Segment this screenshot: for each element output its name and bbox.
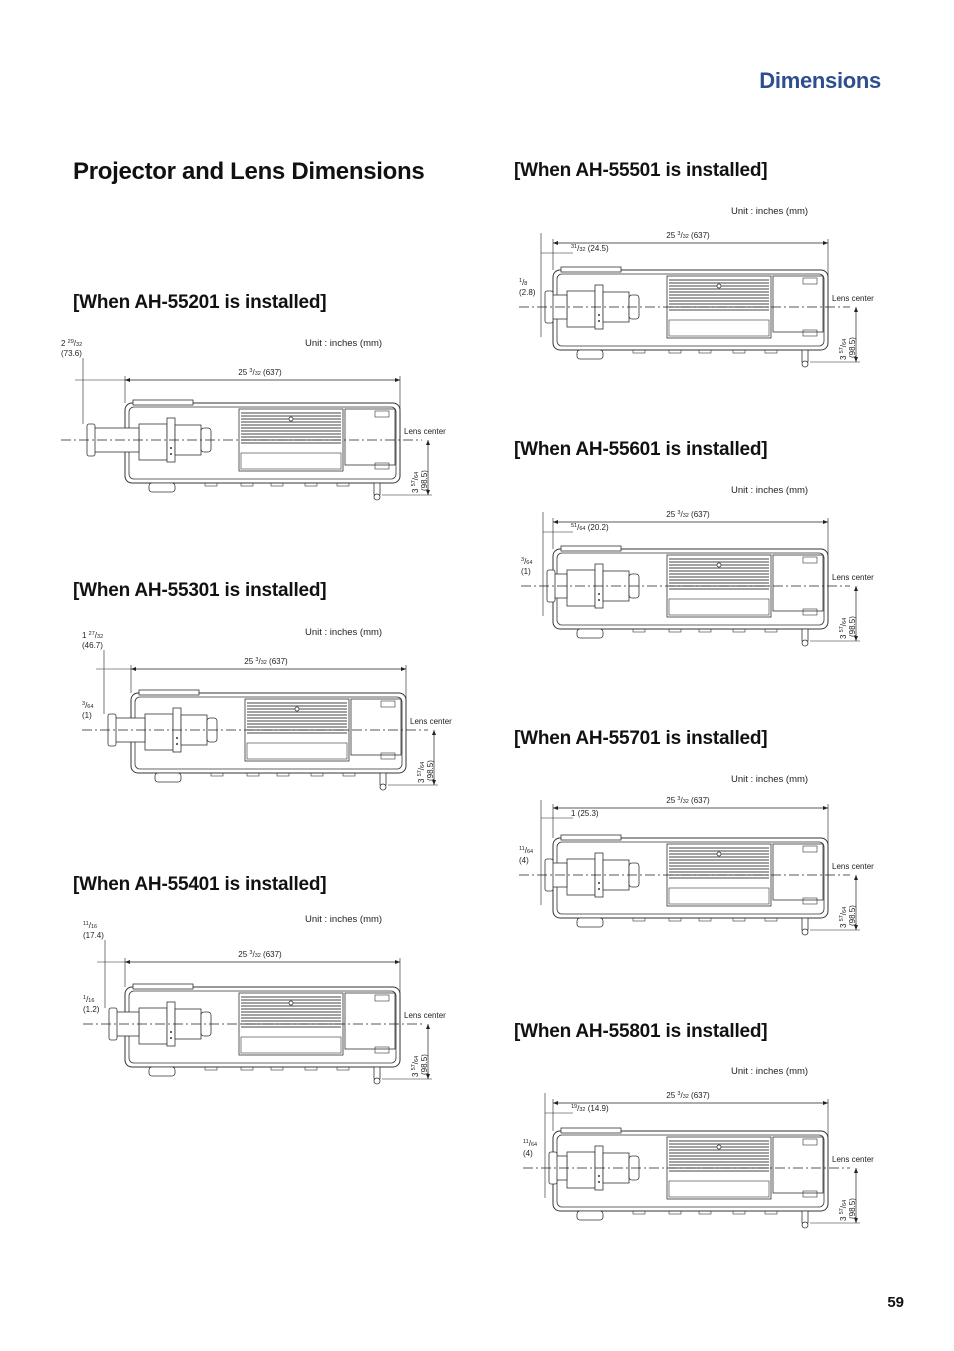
lens-protrusion-mm: (73.6) [61, 349, 82, 358]
lens-center-height-mm: (98.5) [848, 905, 857, 926]
body-length-fraction: 25 $^3$/32 (637) [666, 796, 710, 805]
lens-center-height-fraction: 3 $^{57}$/64 [417, 761, 426, 783]
body-length-fraction: 25 $^3$/32 (637) [666, 1091, 710, 1100]
lens-center-height-fraction: 3 $^{57}$/64 [839, 1199, 848, 1221]
body-length-fraction: 25 $^3$/32 (637) [666, 231, 710, 240]
unit-label: Unit : inches (mm) [731, 485, 809, 496]
unit-label: Unit : inches (mm) [305, 914, 383, 925]
lens-height-offset-fraction: $^3$/64 [82, 701, 94, 710]
lens-center-label: Lens center [404, 427, 446, 436]
lens-height-offset-fraction: $^3$/64 [521, 557, 533, 566]
lens-center-label: Lens center [404, 1011, 446, 1020]
lens-center-height-mm: (98.5) [420, 1054, 429, 1075]
body-length-fraction: 25 $^3$/32 (637) [666, 510, 710, 519]
figure-title-ah-55501: [When AH-55501 is installed] [514, 160, 768, 181]
unit-label: Unit : inches (mm) [731, 774, 809, 785]
lens-center-height-fraction: 3 $^{57}$/64 [839, 338, 848, 360]
lens-height-offset-fraction: $^1$/8 [519, 278, 528, 287]
lens-center-height-fraction: 3 $^{57}$/64 [411, 1055, 420, 1077]
lens-height-offset-mm: (4) [519, 856, 529, 865]
lens-protrusion-fraction: 1 (25.3) [571, 809, 599, 818]
lens-center-height-mm: (98.5) [848, 1198, 857, 1219]
lens-protrusion-fraction: $^{31}$/32 (24.5) [571, 244, 609, 253]
lens-height-offset-mm: (1.2) [83, 1005, 100, 1014]
unit-label: Unit : inches (mm) [731, 206, 809, 217]
lens-height-offset-mm: (2.8) [519, 288, 536, 297]
rear-foot [802, 1211, 808, 1223]
rear-panel [773, 1137, 823, 1193]
unit-label: Unit : inches (mm) [731, 1066, 809, 1077]
lens-height-offset-mm: (1) [521, 567, 531, 576]
body-length-fraction: 25 $^3$/32 (637) [238, 950, 282, 959]
unit-label: Unit : inches (mm) [305, 338, 383, 349]
lens-center-height-mm: (98.5) [848, 337, 857, 358]
lens-center-height-mm: (98.5) [420, 470, 429, 491]
lens-center-height-mm: (98.5) [426, 760, 435, 781]
lens-dot [598, 1181, 600, 1183]
body-length-fraction: 25 $^3$/32 (637) [244, 657, 288, 666]
figure-title-ah-55201: [When AH-55201 is installed] [73, 292, 327, 313]
lens-height-offset-mm: (4) [523, 1149, 533, 1158]
lens-center-height-fraction: 3 $^{57}$/64 [411, 471, 420, 493]
lens-protrusion-fraction: $^{11}$/16 [83, 921, 98, 930]
lens-center-height-label [839, 1198, 857, 1221]
lens-height-offset-fraction: $^1$/16 [83, 995, 95, 1004]
lens-protrusion-fraction: $^{51}$/64 (20.2) [571, 523, 609, 532]
lens-height-offset-mm: (1) [82, 711, 92, 720]
lens-height-offset-fraction: $^{11}$/64 [523, 1139, 538, 1148]
lens-center-height-fraction: 3 $^{57}$/64 [839, 617, 848, 639]
lens-protrusion-fraction: 2 $^{29}$/32 [61, 339, 83, 348]
section-title: Dimensions [759, 68, 881, 93]
lens-center-label: Lens center [832, 573, 874, 582]
arrow-head [823, 1101, 828, 1105]
lens-dot [598, 1175, 600, 1177]
arrow-head [553, 1101, 558, 1105]
lens-center-label: Lens center [832, 294, 874, 303]
lens-center-label: Lens center [832, 1155, 874, 1164]
lens-center-height-mm: (98.5) [848, 616, 857, 637]
figure-title-ah-55301: [When AH-55301 is installed] [73, 580, 327, 601]
lens-mount [567, 1152, 595, 1188]
page-number: 59 [887, 1294, 904, 1311]
figure-title-ah-55801: [When AH-55801 is installed] [514, 1021, 768, 1042]
lens-protrusion-mm: (46.7) [82, 641, 103, 650]
lens-height-offset-fraction: $^{11}$/64 [519, 846, 534, 855]
body-length-fraction: 25 $^3$/32 (637) [238, 368, 282, 377]
vent-screw [717, 1145, 721, 1149]
lens-center-label: Lens center [410, 717, 452, 726]
lens-center-height-fraction: 3 $^{57}$/64 [839, 906, 848, 928]
rear-foot-knob [802, 1222, 808, 1228]
figure-title-ah-55401: [When AH-55401 is installed] [73, 874, 327, 895]
rear-latch [803, 1139, 817, 1145]
figure-title-ah-55701: [When AH-55701 is installed] [514, 728, 768, 749]
lens-center-label: Lens center [832, 862, 874, 871]
rear-latch [803, 1191, 817, 1197]
projector-handle [561, 1128, 621, 1133]
lens-protrusion-mm: (17.4) [83, 931, 104, 940]
lens-protrusion-fraction: 1 $^{27}$/32 [82, 631, 104, 640]
unit-label: Unit : inches (mm) [305, 627, 383, 638]
page-title: Projector and Lens Dimensions [73, 158, 425, 185]
front-foot [577, 1211, 603, 1220]
figure-title-ah-55601: [When AH-55601 is installed] [514, 439, 768, 460]
arrow-head [854, 1168, 858, 1173]
projector-figure [523, 1091, 874, 1228]
lens-protrusion-fraction: $^{19}$/32 (14.9) [571, 1104, 609, 1113]
